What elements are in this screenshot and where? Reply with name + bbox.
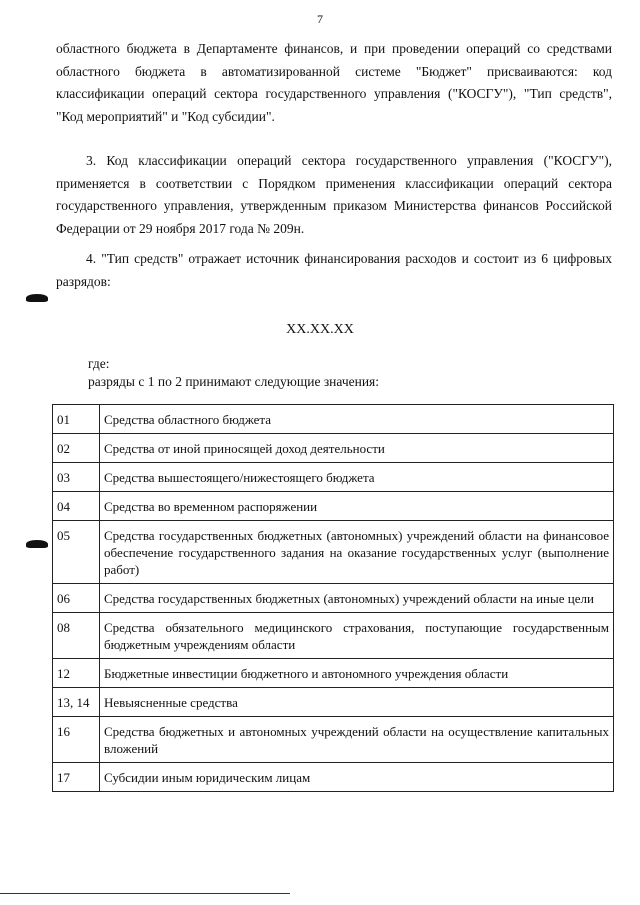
table-row [53,717,614,763]
code-cell: 03 [53,463,100,492]
code-cell: 16 [53,717,100,763]
description-cell: Средства от иной приносящей доход деятельности [100,434,614,463]
description-cell: Средства во временном распоряжении [100,492,614,521]
paragraph-fund-type: 4. "Тип средств" отражает источник финансирования расходов и состоит из 6 цифровых разрядов: [56,251,612,289]
table-row [53,613,614,659]
description-cell: Средства государственных бюджетных (автономных) учреждений области на иные цели [100,584,614,613]
code-cell: 17 [53,763,100,792]
code-cell: 08 [53,613,100,659]
where-label: где: [88,356,110,371]
table-row [53,463,614,492]
description-cell: Бюджетные инвестиции бюджетного и автономного учреждения области [100,659,614,688]
code-pattern: XX.XX.XX [286,322,354,337]
code-cell: 13, 14 [53,688,100,717]
table-row [53,584,614,613]
bottom-divider [0,893,290,894]
table-row [53,688,614,717]
code-cell: 06 [53,584,100,613]
fund-types-table [52,404,614,792]
description-cell: Субсидии иным юридическим лицам [100,763,614,792]
margin-mark [26,294,48,302]
description-cell: Невыясненные средства [100,688,614,717]
code-cell: 02 [53,434,100,463]
code-cell: 01 [53,405,100,434]
table-row [53,405,614,434]
code-cell: 04 [53,492,100,521]
table-row [53,763,614,792]
paragraph-continuation: областного бюджета в Департаменте финансов, и при проведении операций со средствами областного бюджета в автоматизированной системе "Бюджет" присваиваются: код классификации операций сектора государственного управления ("КОСГУ"), "Тип средств", "Код мероприятий" и "Код субсидии". [56,41,612,124]
description-cell: Средства бюджетных и автономных учреждений области на осуществление капитальных вложений [100,717,614,763]
page-number: 7 [317,12,323,26]
description-cell: Средства областного бюджета [100,405,614,434]
paragraph-kosgu: 3. Код классификации операций сектора государственного управления ("КОСГУ"), применяется в соответствии с Порядком применения классификации операций сектора государственного управления, утвержденным приказом Министерства финансов Российской Федерации от 29 ноября 2017 года № 209н. [56,153,612,236]
table-row [53,521,614,584]
description-cell: Средства государственных бюджетных (автономных) учреждений области на финансовое обеспечение государственного задания на оказание государственных услуг (выполнение работ) [100,521,614,584]
code-cell: 05 [53,521,100,584]
code-cell: 12 [53,659,100,688]
margin-mark [26,540,48,548]
digits-intro: разряды с 1 по 2 принимают следующие значения: [88,374,380,389]
table-row [53,434,614,463]
description-cell: Средства обязательного медицинского страхования, поступающие государственным бюджетным учреждениям области [100,613,614,659]
table-row [53,492,614,521]
table-row [53,659,614,688]
description-cell: Средства вышестоящего/нижестоящего бюджета [100,463,614,492]
